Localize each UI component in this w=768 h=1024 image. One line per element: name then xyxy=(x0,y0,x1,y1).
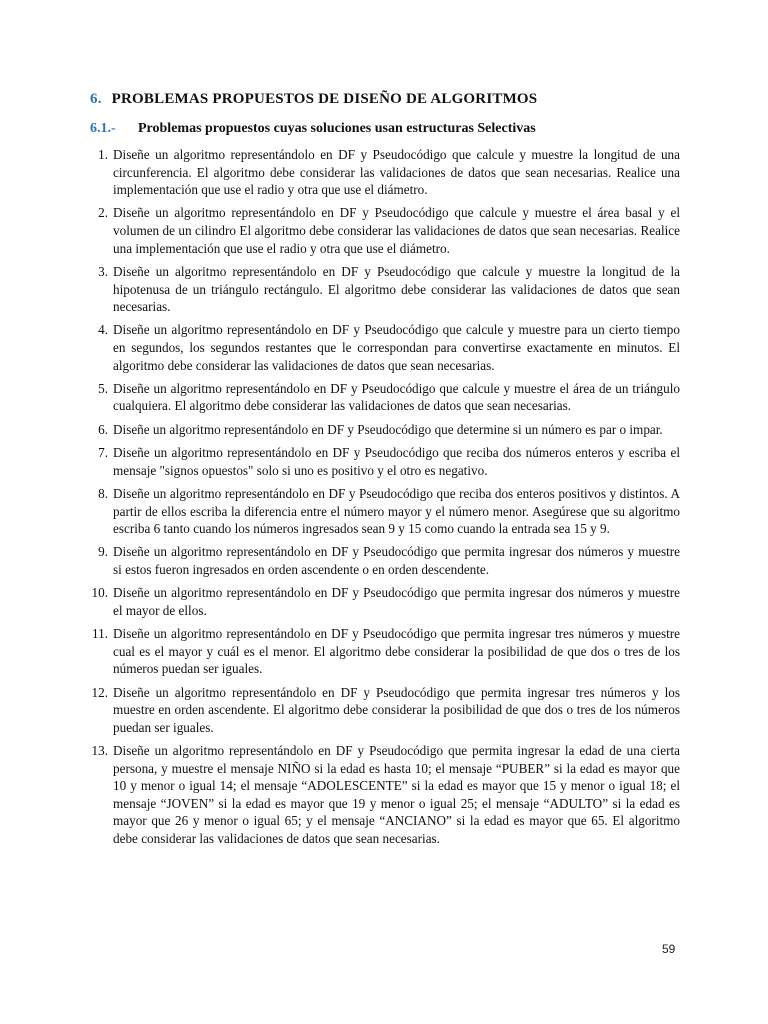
list-item xyxy=(78,380,680,415)
list-item xyxy=(78,485,680,538)
list-item xyxy=(78,321,680,374)
list-item xyxy=(78,684,680,737)
item-text: Diseñe un algoritmo representándolo en DF y Pseudocódigo que reciba dos enteros positivos y distintos. A partir de ellos escriba la diferencia entre el número mayor y el número menor. Asegúrese que su algoritmo escriba 6 tanto cuando los números ingresados sean 9 y 15 como cuando la entrada sea 15 y 9. xyxy=(113,485,680,537)
item-number: 10. xyxy=(91,585,108,601)
item-number: 5. xyxy=(98,380,108,396)
item-text: Diseñe un algoritmo representándolo en DF y Pseudocódigo que permita ingresar tres números y muestre cual es el mayor y cuál es el menor. El algoritmo debe considerar la posibilidad de que dos o tres de los números puedan ser iguales. xyxy=(113,626,680,677)
item-text: Diseñe un algoritmo representándolo en DF y Pseudocódigo que permita ingresar dos números y muestre si estos fueron ingresados en orden ascendente o en orden descendente. xyxy=(113,544,680,577)
item-number: 4. xyxy=(98,322,108,338)
item-number: 1. xyxy=(98,147,108,162)
item-text: Diseñe un algoritmo representándolo en DF y Pseudocódigo que reciba dos números enteros y escriba el mensaje "signos opuestos" solo si uno es positivo y el otro es negativo. xyxy=(113,445,680,478)
item-number: 8. xyxy=(98,485,108,501)
section-number: 6. xyxy=(90,91,102,107)
item-number: 2. xyxy=(98,205,108,221)
section-heading xyxy=(90,91,537,108)
list-item xyxy=(78,742,680,848)
section-title: PROBLEMAS PROPUESTOS DE DISEÑO DE ALGORITMOS xyxy=(111,91,538,107)
item-number: 9. xyxy=(98,544,108,560)
item-text: Diseñe un algoritmo representándolo en DF y Pseudocódigo que permita ingresar la edad de una cierta persona, y muestre el mensaje NIÑO si la edad es hasta 10; el mensaje “PUBER” si la edad es mayor que 10 y menor o igual 14; el mensaje “ADOLESCENTE” si la edad es mayor que 15 y menor o igual 18; el mensaje “JOVEN” si la edad es mayor que 19 y menor o igual 25; el mensaje “ADULTO” si la edad es mayor que 26 y menor o igual 65; y el mensaje “ANCIANO” si la edad es mayor que 65. El algoritmo debe considerar las validaciones de datos que sean necesarias. xyxy=(113,743,680,847)
item-number: 3. xyxy=(98,263,108,279)
list-item xyxy=(78,625,680,678)
item-text: Diseñe un algoritmo representándolo en DF y Pseudocódigo que calcule y muestre el área de un triángulo cualquiera. El algoritmo debe considerar las validaciones de datos que sean necesarias. xyxy=(113,380,680,414)
list-item xyxy=(78,584,680,619)
item-number: 13. xyxy=(91,743,108,759)
item-number: 12. xyxy=(91,684,108,700)
item-text: Diseñe un algoritmo representándolo en DF y Pseudocódigo que calcule y muestre la longitud de la hipotenusa de un triángulo rectángulo. El algoritmo debe considerar las validaciones de datos que sean necesarias. xyxy=(113,263,680,315)
list-item xyxy=(78,444,680,479)
item-text: Diseñe un algoritmo representándolo en DF y Pseudocódigo que calcule y muestre el área basal y el volumen de un cilindro El algoritmo debe considerar las validaciones de datos que sean necesarias. Realice una implementación que use el radio y otra que use el diámetro. xyxy=(113,205,680,256)
item-text: Diseñe un algoritmo representándolo en DF y Pseudocódigo que calcule y muestre para un cierto tiempo en segundos, los segundos restantes que le correspondan para convertirse exactamente en minutos. El algoritmo debe considerar las validaciones de datos que sean necesarias. xyxy=(113,322,680,373)
item-number: 7. xyxy=(98,445,108,461)
subsection-title: Problemas propuestos cuyas soluciones usan estructuras Selectivas xyxy=(138,121,536,136)
item-text: Diseñe un algoritmo representándolo en DF y Pseudocódigo que calcule y muestre la longitud de una circunferencia. El algoritmo debe considerar las validaciones de datos que sean necesarias. Realice una implementación que use el radio y otra que use el diámetro. xyxy=(113,147,680,198)
subsection-number: 6.1.- xyxy=(90,121,116,136)
list-item xyxy=(78,421,680,439)
item-text: Diseñe un algoritmo representándolo en DF y Pseudocódigo que permita ingresar tres números y los muestre en orden ascendente. El algoritmo debe considerar la posibilidad de que dos o tres de los números puedan ser iguales. xyxy=(113,684,680,735)
list-item xyxy=(78,263,680,316)
list-item xyxy=(78,543,680,578)
problem-list xyxy=(78,146,680,853)
item-text: Diseñe un algoritmo representándolo en DF y Pseudocódigo que determine si un número es par o impar. xyxy=(113,421,663,437)
item-text: Diseñe un algoritmo representándolo en DF y Pseudocódigo que permita ingresar dos números y muestre el mayor de ellos. xyxy=(113,585,680,618)
list-item xyxy=(78,204,680,257)
page-number: 59 xyxy=(662,942,676,956)
subsection-heading xyxy=(90,121,536,137)
list-item xyxy=(78,146,680,199)
item-number: 11. xyxy=(92,626,108,642)
item-number: 6. xyxy=(98,421,108,437)
